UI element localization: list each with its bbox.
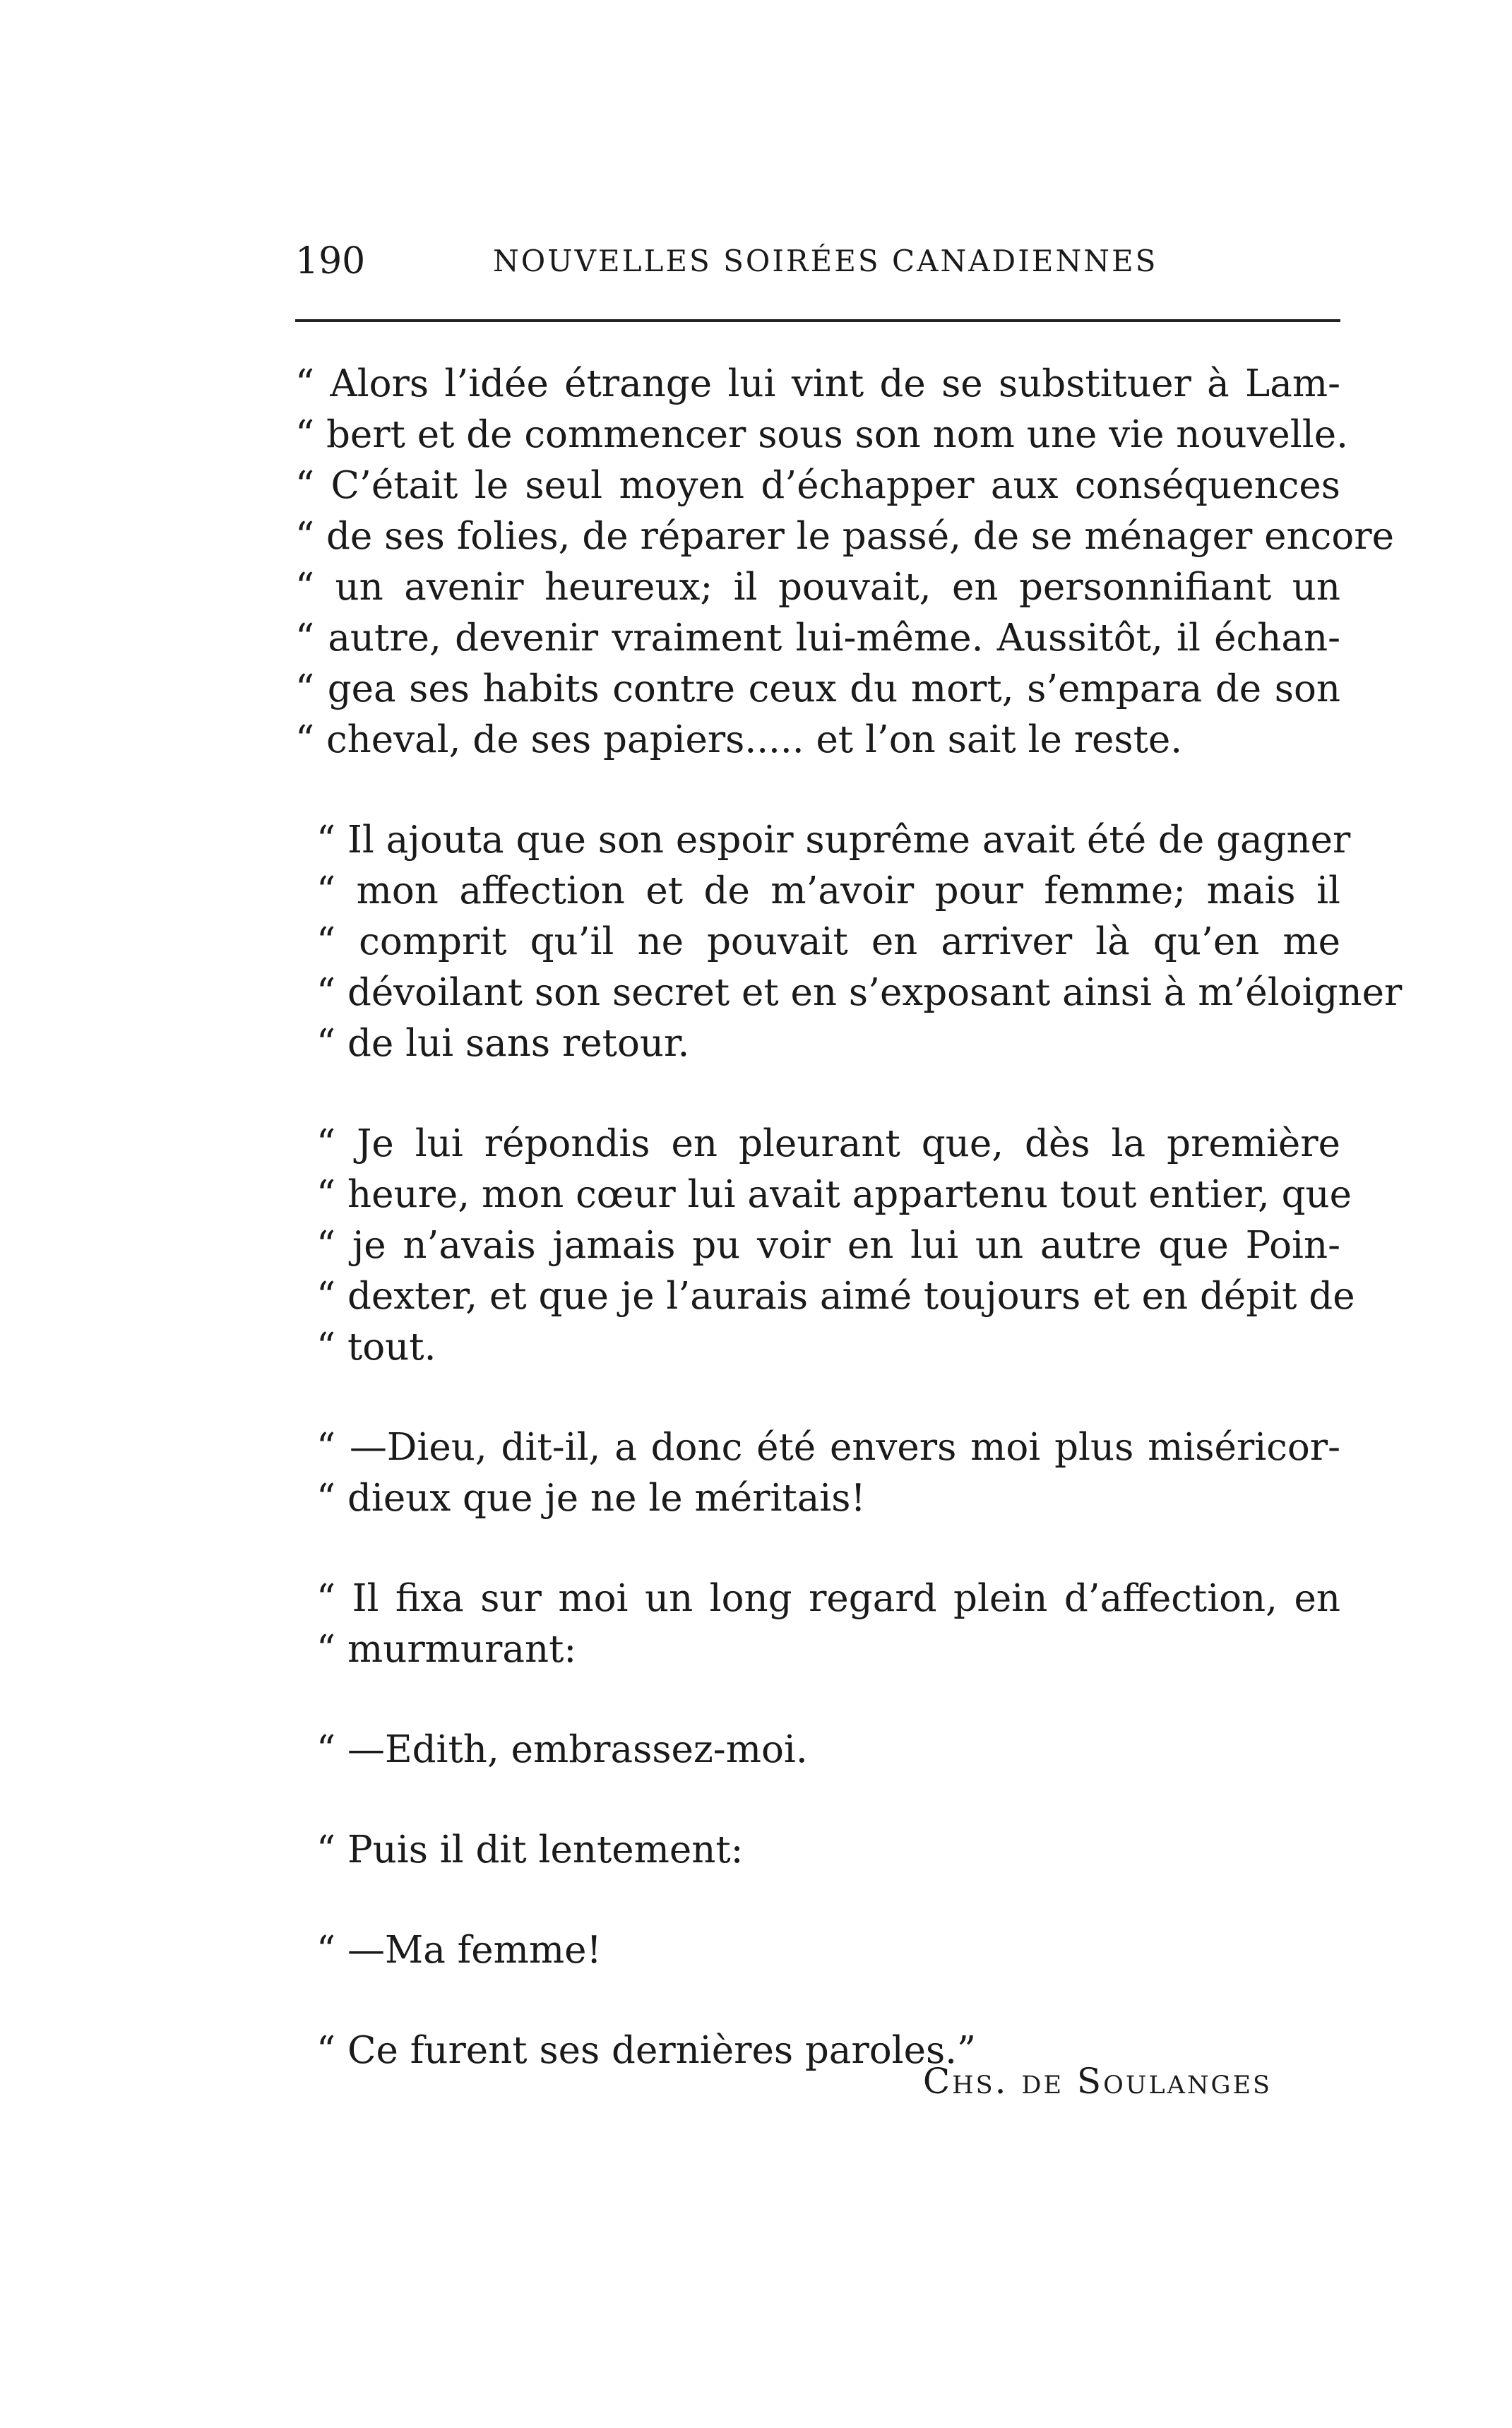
text-line: “ dexter, et que je l’aurais aimé toujours et en dépit de <box>316 1275 1355 1318</box>
paragraph <box>295 1119 1355 1373</box>
paragraph <box>295 1725 1340 1775</box>
text-line: “ —Edith, embrassez-moi. <box>316 1728 808 1771</box>
page-number: 190 <box>295 240 366 282</box>
text-line: “ gea ses habits contre ceux du mort, s’empara de son <box>295 667 1340 710</box>
author-signature: Chs. de Soulanges <box>922 2061 1272 2102</box>
text-line: “ un avenir heureux; il pouvait, en personnifiant un <box>295 566 1340 609</box>
text-line: “ murmurant: <box>316 1628 577 1671</box>
paragraph <box>295 815 1403 1069</box>
text-line: “ Puis il dit lentement: <box>316 1828 744 1871</box>
text-line: “ dieux que je ne le méritais! <box>316 1477 866 1520</box>
page-header <box>295 233 1340 290</box>
text-line: “ Je lui répondis en pleurant que, dès la première <box>316 1122 1340 1165</box>
text-line: “ mon affection et de m’avoir pour femme; mais il <box>316 869 1340 912</box>
text-line: “ de ses folies, de réparer le passé, de se ménager encore <box>295 515 1394 558</box>
paragraph <box>295 1573 1340 1675</box>
paragraph <box>295 1422 1340 1524</box>
text-line: “ Ce furent ses dernières paroles.” <box>316 2029 977 2072</box>
text-line: “ dévoilant son secret et en s’exposant ainsi à m’éloigner <box>316 971 1403 1014</box>
text-line: “ heure, mon cœur lui avait appartenu tout entier, que <box>316 1173 1352 1216</box>
text-line: “ Alors l’idée étrange lui vint de se substituer à Lam- <box>295 362 1340 405</box>
text-line: “ bert et de commencer sous son nom une vie nouvelle. <box>295 413 1348 456</box>
text-line: “ tout. <box>316 1326 436 1369</box>
text-line: “ autre, devenir vraiment lui-même. Aussitôt, il échan- <box>295 617 1340 660</box>
text-line: “ Il fixa sur moi un long regard plein d’affection, en <box>316 1577 1340 1620</box>
text-line: “ C’était le seul moyen d’échapper aux conséquences <box>295 464 1340 507</box>
text-line: “ de lui sans retour. <box>316 1022 690 1065</box>
header-rule <box>295 319 1340 322</box>
text-line: “ —Dieu, dit-il, a donc été envers moi plus miséricor- <box>316 1426 1340 1469</box>
running-title: NOUVELLES SOIRÉES CANADIENNES <box>493 244 1158 278</box>
text-line: “ Il ajouta que son espoir suprême avait été de gagner <box>316 819 1351 862</box>
text-line: “ comprit qu’il ne pouvait en arriver là qu’en me <box>316 920 1340 963</box>
text-line: “ cheval, de ses papiers..... et l’on sait le reste. <box>295 718 1183 761</box>
paragraph <box>295 1925 1340 1976</box>
text-line: “ je n’avais jamais pu voir en lui un autre que Poin- <box>316 1224 1340 1267</box>
text-line: “ —Ma femme! <box>316 1929 602 1972</box>
paragraph <box>295 359 1394 766</box>
body-text <box>295 359 1403 2126</box>
paragraph <box>295 1825 1340 1876</box>
